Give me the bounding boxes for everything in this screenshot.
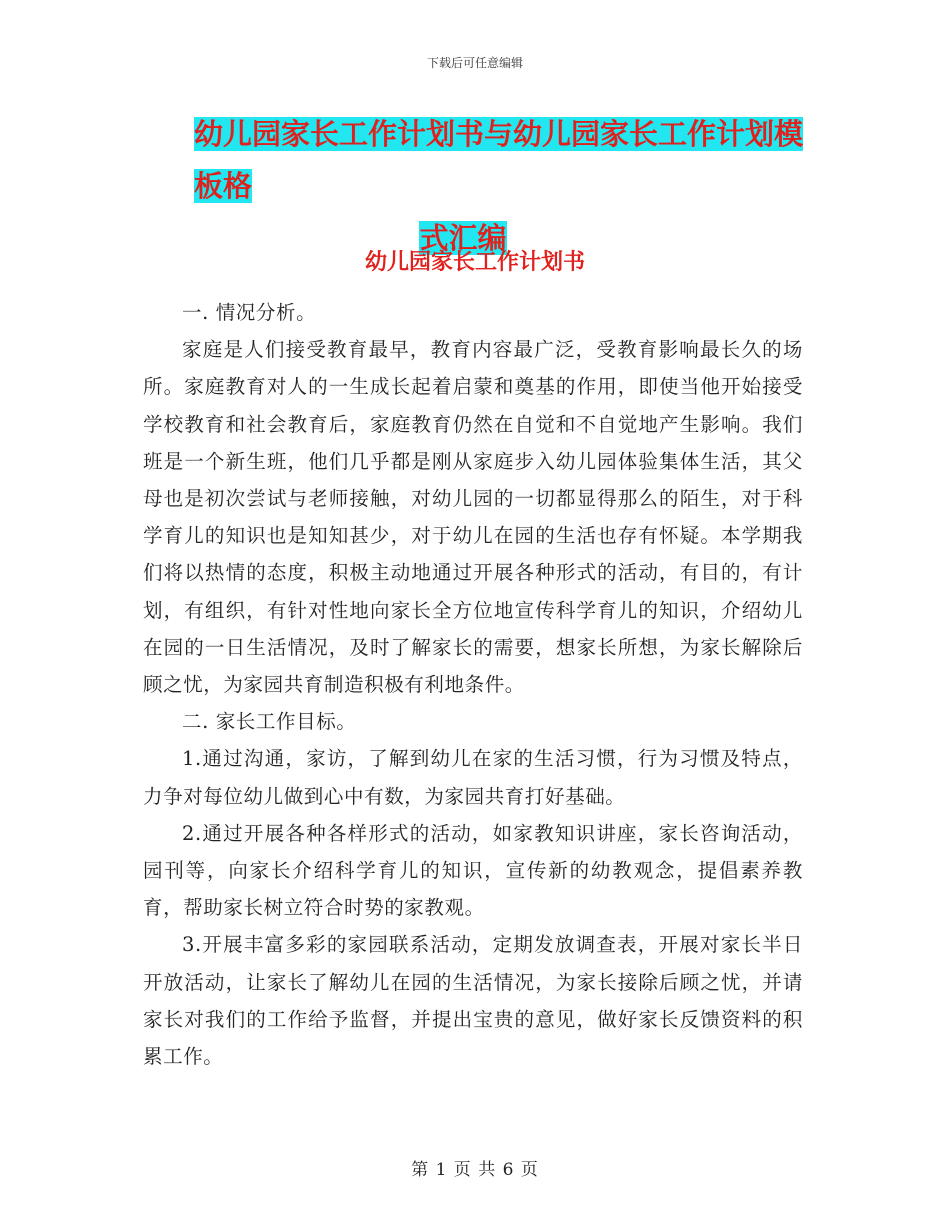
heading-work-goals: 二. 家长工作目标。 — [182, 710, 357, 734]
heading-situation-analysis: 一. 情况分析。 — [182, 301, 317, 324]
document-title-line-2: 式汇编 — [419, 221, 507, 255]
section-title: 幼儿园家长工作计划书 — [364, 250, 585, 275]
document-title — [140, 108, 810, 264]
goal-item-1: 1.通过沟通，家访，了解到幼儿在家的生活习惯，行为习惯及特点，力争对每位幼儿做到心中有数，为家园共育打好基础。 — [143, 747, 803, 808]
header-note: 下载后可任意编辑 — [426, 56, 523, 70]
document-title-line-1: 幼儿园家长工作计划书与幼儿园家长工作计划模板格 — [194, 117, 804, 203]
goal-item-2: 2.通过开展各种各样形式的活动，如家教知识讲座，家长咨询活动，园刊等，向家长介绍科学育儿的知识，宣传新的幼教观念，提倡素养教育，帮助家长树立符合时势的家教观。 — [143, 821, 803, 920]
document-body — [143, 294, 803, 1075]
page-footer: 第 1 页 共 6 页 — [411, 1160, 539, 1180]
goal-item-3: 3.开展丰富多彩的家园联系活动，定期发放调查表，开展对家长半日开放活动，让家长了解幼儿在园的生活情况，为家长接除后顾之忧，并请家长对我们的工作给予监督，并提出宝贵的意见，做好家长反馈资料的积累工作。 — [143, 933, 803, 1069]
paragraph-situation: 家庭是人们接受教育最早，教育内容最广泛，受教育影响最长久的场所。家庭教育对人的一生成长起着启蒙和奠基的作用，即使当他开始接受学校教育和社会教育后，家庭教育仍然在自觉和不自觉地产生影响。我们班是一个新生班，他们几乎都是刚从家庭步入幼儿园体验集体生活，其父母也是初次尝试与老师接触，对幼儿园的一切都显得那么的陌生，对于科学育儿的知识也是知知甚少，对于幼儿在园的生活也存有怀疑。本学期我们将以热情的态度，积极主动地通过开展各种形式的活动，有目的，有计划，有组织，有针对性地向家长全方位地宣传科学育儿的知识，介绍幼儿在园的一日生活情况，及时了解家长的需要，想家长所想，为家长解除后顾之忧，为家园共育制造积极有利地条件。 — [143, 338, 803, 697]
